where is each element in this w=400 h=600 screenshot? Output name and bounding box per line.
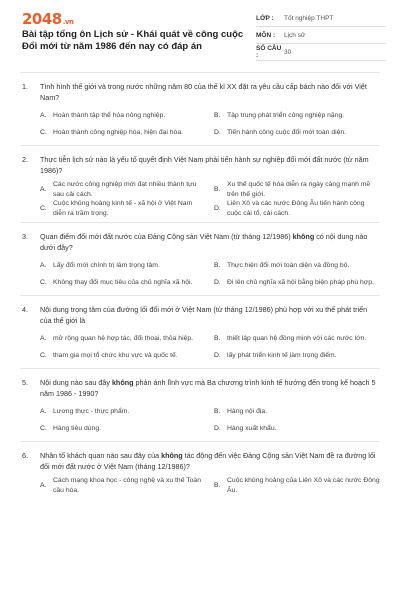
option-letter: A. [40, 111, 47, 119]
option-letter: A. [40, 334, 47, 342]
meta-key: MÔN : [256, 31, 276, 39]
meta-key: LỚP : [256, 14, 274, 22]
option-letter: A. [40, 185, 47, 193]
meta-value: Tốt nghiệp THPT [284, 14, 334, 22]
option-text: Cuộc khủng hoảng kinh tế - xã hội ở Việt Nam diễn ra trầm trọng. [53, 200, 193, 217]
question-text-pre: Nhân tố khách quan nào sau đây của [40, 451, 162, 460]
question-text-pre: Thực tiễn lịch sử nào là yếu tố quyết định Việt Nam phải tiến hành sự nghiệp đổi mới đất nước (từ năm 1986)? [40, 155, 369, 175]
option-b[interactable] [214, 257, 380, 274]
options [0, 403, 400, 437]
question-number: 6. [22, 451, 28, 460]
question-text [40, 82, 380, 103]
option-letter: D. [214, 424, 221, 432]
question-text-pre: Nội dung nào sau đây [40, 378, 112, 387]
option-d[interactable] [214, 347, 380, 364]
option-a[interactable] [40, 180, 206, 199]
meta-row-class [256, 10, 386, 27]
question-text [40, 451, 380, 472]
option-letter: C. [40, 128, 47, 136]
question-text-emphasis: không [292, 232, 315, 241]
option-text: Cuộc khủng hoảng của Liên Xô và các nước Đông Âu. [227, 477, 380, 494]
question [0, 378, 400, 399]
meta-key: SỐ CÂU : [256, 45, 282, 59]
option-letter: D. [214, 278, 221, 286]
question [0, 305, 400, 326]
option-a[interactable] [40, 330, 206, 347]
option-letter: C. [40, 278, 47, 286]
option-text: Không thay đổi mục tiêu của chủ nghĩa xã hội. [53, 278, 193, 286]
question-text-pre: Quan điểm đổi mới đất nước của Đảng Cộng sản Việt Nam (từ tháng 12/1986) [40, 232, 293, 241]
option-letter: A. [40, 407, 47, 415]
option-text: lấy phát triển kinh tế làm trọng điểm. [227, 351, 337, 359]
option-text: Hoàn thành tập thể hóa nông nghiệp. [53, 111, 166, 119]
option-a[interactable] [40, 403, 206, 420]
option-text: Cách mạng khoa học - công nghệ và xu thế Toàn cầu hóa. [53, 477, 201, 494]
question-text-emphasis: không [161, 451, 183, 460]
question-number: 5. [22, 378, 28, 387]
question-divider [20, 295, 380, 296]
question-text [40, 378, 380, 399]
option-letter: B. [214, 185, 221, 193]
options [0, 330, 400, 364]
option-d[interactable] [214, 420, 380, 437]
option-b[interactable] [214, 180, 380, 199]
question-text [40, 155, 380, 176]
header-divider [20, 72, 380, 73]
question-text-pre: Nội dung trọng tâm của đường lối đổi mới ở Việt Nam (từ tháng 12/1986) phù hợp với xu thế phát triển của thế giới là [40, 305, 368, 325]
logo-suffix: .vn [62, 18, 74, 26]
option-letter: B. [214, 261, 221, 269]
option-a[interactable] [40, 257, 206, 274]
option-b[interactable] [214, 403, 380, 420]
option-d[interactable] [214, 124, 380, 141]
question-number: 2. [22, 155, 28, 164]
meta-value: 30 [284, 48, 292, 56]
option-letter: C. [40, 424, 47, 432]
option-text: Hoàn thành công nghiệp hóa, hiện đại hóa. [53, 128, 184, 136]
options [0, 257, 400, 291]
meta-value: Lịch sử [284, 31, 306, 39]
option-text: thiết lập quan hệ đồng minh với các nước lớn. [227, 334, 367, 342]
option-text: Tiến hành công cuộc đổi mới toàn diện. [227, 128, 347, 136]
option-text: Hàng xuất khẩu. [227, 424, 277, 432]
option-text: tham gia mọi tổ chức khu vực và quốc tế. [53, 351, 178, 359]
option-text: Thực hiện đổi mới toàn diện và đồng bộ. [227, 261, 350, 269]
question-text [40, 232, 380, 253]
option-text: Tập trung phát triển công nghiệp nặng. [227, 111, 345, 119]
option-d[interactable] [214, 199, 380, 218]
question [0, 82, 400, 103]
page-title: Bài tập tổng ôn Lịch sử - Khái quát về công cuộc Đổi mới từ năm 1986 đến nay có đáp án [22, 29, 244, 52]
options [0, 476, 400, 495]
question-list [0, 68, 400, 495]
option-c[interactable] [40, 347, 206, 364]
option-letter: B. [214, 111, 221, 119]
option-text: Lương thực - thực phẩm. [53, 407, 130, 415]
question-number: 1. [22, 82, 28, 91]
question-divider [20, 368, 380, 369]
option-text: Hàng nội địa. [227, 407, 268, 415]
question-text-emphasis: không [111, 378, 134, 387]
meta-row-count [256, 44, 386, 61]
question-number: 4. [22, 305, 28, 314]
option-c[interactable] [40, 124, 206, 141]
option-text: Liên Xô và các nước Đông Âu tiến hành công cuộc cải tổ, cải cách. [227, 200, 365, 217]
question-divider [20, 145, 380, 146]
option-letter: A. [40, 261, 47, 269]
option-b[interactable] [214, 476, 380, 495]
option-b[interactable] [214, 107, 380, 124]
option-c[interactable] [40, 199, 206, 218]
meta-row-subject [256, 27, 386, 44]
question-text [40, 305, 380, 326]
question [0, 451, 400, 472]
option-c[interactable] [40, 420, 206, 437]
question [0, 155, 400, 176]
option-text: Hàng tiêu dùng. [53, 424, 101, 432]
option-text: Các nước công nghiệp mới đạt nhiều thành tựu sau cải cách. [53, 181, 197, 198]
option-letter: B. [214, 334, 221, 342]
option-a[interactable] [40, 476, 206, 495]
option-text: mở rộng quan hệ hợp tác, đối thoại, thỏa hiệp. [53, 334, 194, 342]
option-letter: D. [214, 128, 221, 136]
question-number: 3. [22, 232, 28, 241]
meta-table [256, 10, 386, 61]
option-letter: A. [40, 481, 47, 489]
question-divider [20, 441, 380, 442]
option-text: Xu thế quốc tế hóa diễn ra ngày càng mạnh mẽ trên thế giới. [227, 181, 371, 198]
options [0, 180, 400, 218]
option-letter: B. [214, 481, 221, 489]
option-letter: C. [40, 204, 47, 212]
option-a[interactable] [40, 107, 206, 124]
question-divider [20, 222, 380, 223]
option-letter: D. [214, 351, 221, 359]
header [0, 0, 400, 64]
option-c[interactable] [40, 274, 206, 291]
option-text: Lấy đổi mới chính trị làm trọng tâm. [53, 261, 160, 269]
option-text: Đi lên chủ nghĩa xã hội bằng biện pháp phù hợp. [227, 278, 374, 286]
question-text-post: tác động đến việc Đảng Cộng sản Việt Nam đề ra đường lối đổi mới đất nước ở Việt Nam (tháng 12/1986)? [40, 451, 376, 471]
site-logo[interactable] [22, 10, 73, 28]
question-text-pre: Tình hình thế giới và trong nước những năm 80 của thế kỉ XX đặt ra yêu cầu cấp bách nào đối với Việt Nam? [40, 82, 367, 102]
option-letter: B. [214, 407, 221, 415]
option-letter: D. [214, 204, 221, 212]
option-letter: C. [40, 351, 47, 359]
logo-main: 2048 [22, 10, 62, 28]
options [0, 107, 400, 141]
option-d[interactable] [214, 274, 380, 291]
question-text-post: phản ánh lĩnh vực mà Ba chương trình kinh tế hướng đến trong kế hoạch 5 năm 1986 - 1990? [40, 378, 376, 398]
question-text-post: có nội dung nào dưới đây? [40, 232, 368, 252]
question [0, 232, 400, 253]
option-b[interactable] [214, 330, 380, 347]
